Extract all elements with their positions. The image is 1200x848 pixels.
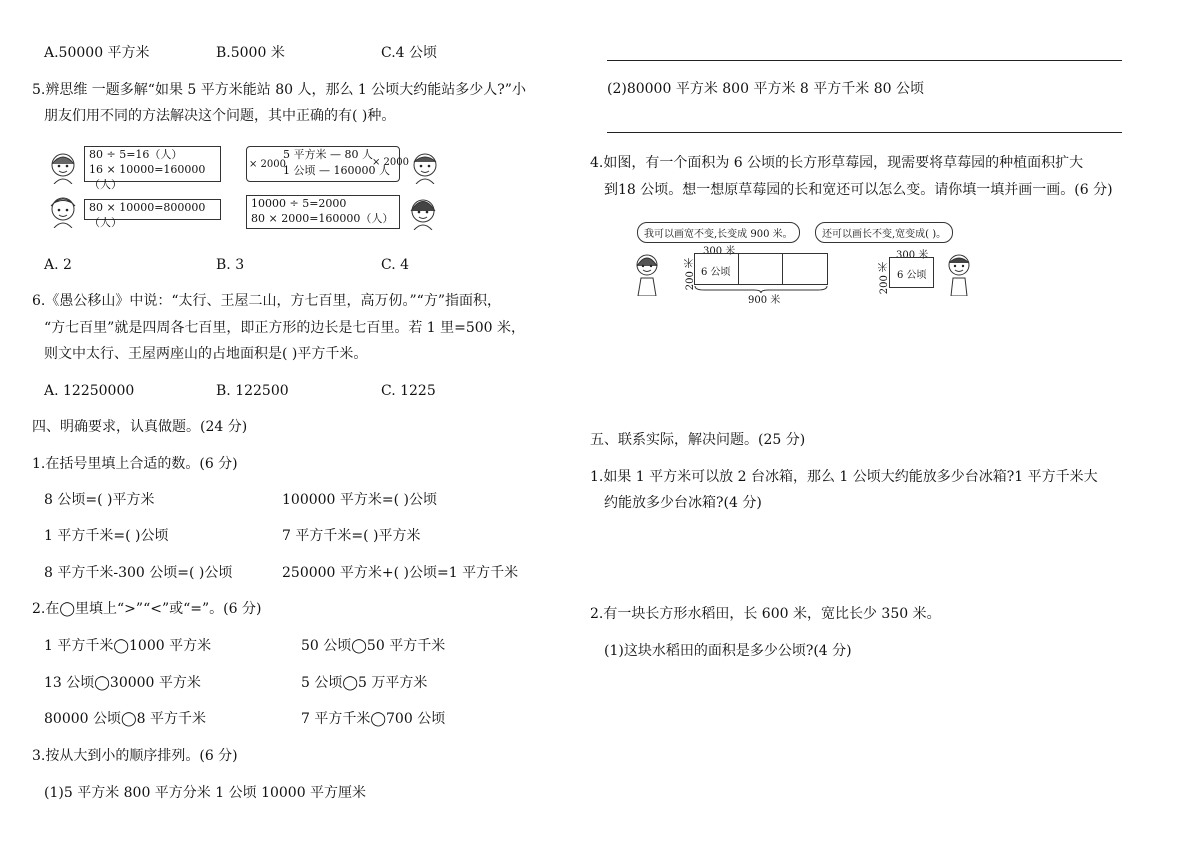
speech-bubble-2: 还可以画长不变,宽变成( )。 — [815, 222, 953, 243]
q6-text-line2: “方七百里”就是四周各七百里，即正方形的边长是七百里。若 1 里=500 米， — [44, 320, 526, 336]
method-box-2-right-mult: × 2000 — [372, 157, 410, 168]
q6-option-c: C. 1225 — [381, 383, 436, 399]
fig1-side-width: 200 米 — [685, 258, 696, 291]
fill-blank-3a: 8 平方千米-300 公顷=( )公顷 — [44, 565, 233, 581]
problem-1-line2: 约能放多少台冰箱?(4 分) — [604, 495, 762, 511]
q4-option-c: C.4 公顷 — [381, 45, 438, 61]
method-box-4-line1: 10000 ÷ 5=2000 — [251, 197, 347, 210]
fill-blank-2a: 1 平方千米=( )公顷 — [44, 528, 169, 544]
fig1-rect-ext1 — [738, 253, 783, 285]
q4-option-a: A.50000 平方米 — [44, 45, 150, 61]
fig1-top-length: 300 米 — [703, 246, 736, 257]
answer-line-2 — [607, 132, 1122, 133]
q4-option-b: B.5000 米 — [216, 45, 285, 61]
fill-blank-3b: 250000 平方米+( )公顷=1 平方千米 — [282, 565, 519, 581]
method-box-1 — [84, 146, 221, 191]
q6-text-line3: 则文中太行、王屋两座山的占地面积是( )平方千米。 — [44, 346, 368, 362]
compare-3a: 80000 公顷◯8 平方千米 — [44, 711, 207, 727]
compare-1b: 50 公顷◯50 平方千米 — [301, 638, 446, 654]
answer-line-1 — [607, 60, 1122, 61]
q5-text-line1: 5.辨思维 一题多解“如果 5 平方米能站 80 人，那么 1 公顷大约能站多少人?”小 — [32, 82, 526, 98]
fig1-area-label: 6 公顷 — [701, 267, 731, 278]
method-box-1-line1: 80 ÷ 5=16（人） — [89, 148, 183, 161]
fill-blank-2b: 7 平方千米=( )平方米 — [282, 528, 421, 544]
fill-blanks-title: 1.在括号里填上合适的数。(6 分) — [32, 456, 238, 472]
method-box-2-left-mult: × 2000 — [249, 159, 287, 170]
fig1-rect-ext2 — [782, 253, 828, 285]
method-box-3 — [84, 199, 221, 229]
fig1-bottom-length: 900 米 — [748, 295, 781, 306]
fig2-top-length: 300 米 — [896, 250, 929, 261]
q6-option-b: B. 122500 — [216, 383, 289, 399]
fig2-area-label: 6 公顷 — [897, 270, 927, 281]
q5-text-line2: 朋友们用不同的方法解决这个问题，其中正确的有( )种。 — [44, 108, 396, 124]
q6-option-a: A. 12250000 — [44, 383, 135, 399]
method-box-1-line2: 16 × 10000=160000（人） — [89, 162, 206, 191]
q5-option-a: A. 2 — [44, 257, 72, 273]
speech-bubble-1: 我可以画宽不变,长变成 900 米。 — [637, 222, 800, 243]
order-row-1: (1)5 平方米 800 平方分米 1 公顷 10000 平方厘米 — [44, 785, 367, 801]
child-avatar-2 — [46, 194, 80, 228]
child-avatar-4 — [406, 196, 440, 230]
problem-2-sub1: (1)这块水稻田的面积是多少公顷?(4 分) — [604, 643, 852, 659]
compare-2b: 5 公顷◯5 万平方米 — [301, 675, 428, 691]
fill-blank-1a: 8 公顷=( )平方米 — [44, 492, 155, 508]
method-box-4 — [246, 195, 400, 229]
problem-1-line1: 1.如果 1 平方米可以放 2 台冰箱，那么 1 公顷大约能放多少台冰箱?1 平方千米大 — [590, 469, 1098, 485]
fill-blank-1b: 100000 平方米=( )公顷 — [282, 492, 437, 508]
section-5-title: 五、联系实际，解决问题。(25 分) — [590, 432, 806, 448]
q5-option-c: C. 4 — [381, 257, 410, 273]
q4-text-line1: 4.如图，有一个面积为 6 公顷的长方形草莓园，现需要将草莓园的种植面积扩大 — [590, 155, 1084, 171]
method-box-4-line2: 80 × 2000=160000（人） — [251, 211, 394, 225]
order-row-2: (2)80000 平方米 800 平方米 8 平方千米 80 公顷 — [607, 81, 924, 97]
compare-1a: 1 平方千米◯1000 平方米 — [44, 638, 212, 654]
fig2-side-width: 200 米 — [879, 262, 890, 295]
method-box-2-line1: 5 平方米 — 80 人 — [283, 148, 373, 161]
q4-text-line2: 到18 公顷。想一想原草莓园的长和宽还可以怎么变。请你填一填并画一画。(6 分) — [604, 182, 1113, 198]
boy-avatar — [944, 252, 974, 296]
child-avatar-1 — [46, 150, 80, 184]
compare-title: 2.在◯里填上“>”“<”或“=”。(6 分) — [32, 601, 262, 617]
compare-2a: 13 公顷◯30000 平方米 — [44, 675, 201, 691]
method-box-2-line2: 1 公顷 — 160000 人 — [283, 164, 390, 177]
section-4-title: 四、明确要求，认真做题。(24 分) — [32, 419, 248, 435]
child-avatar-3 — [408, 150, 442, 184]
order-title: 3.按从大到小的顺序排列。(6 分) — [32, 748, 238, 764]
problem-2: 2.有一块长方形水稻田，长 600 米，宽比长少 350 米。 — [590, 606, 941, 622]
method-box-3-line: 80 × 10000=800000（人） — [89, 201, 206, 229]
compare-3b: 7 平方千米◯700 公顷 — [301, 711, 446, 727]
girl-avatar — [632, 252, 662, 296]
q6-text-line1: 6.《愚公移山》中说：“太行、王屋二山，方七百里，高万仞。”“方”指面积， — [32, 293, 501, 309]
q5-option-b: B. 3 — [216, 257, 245, 273]
